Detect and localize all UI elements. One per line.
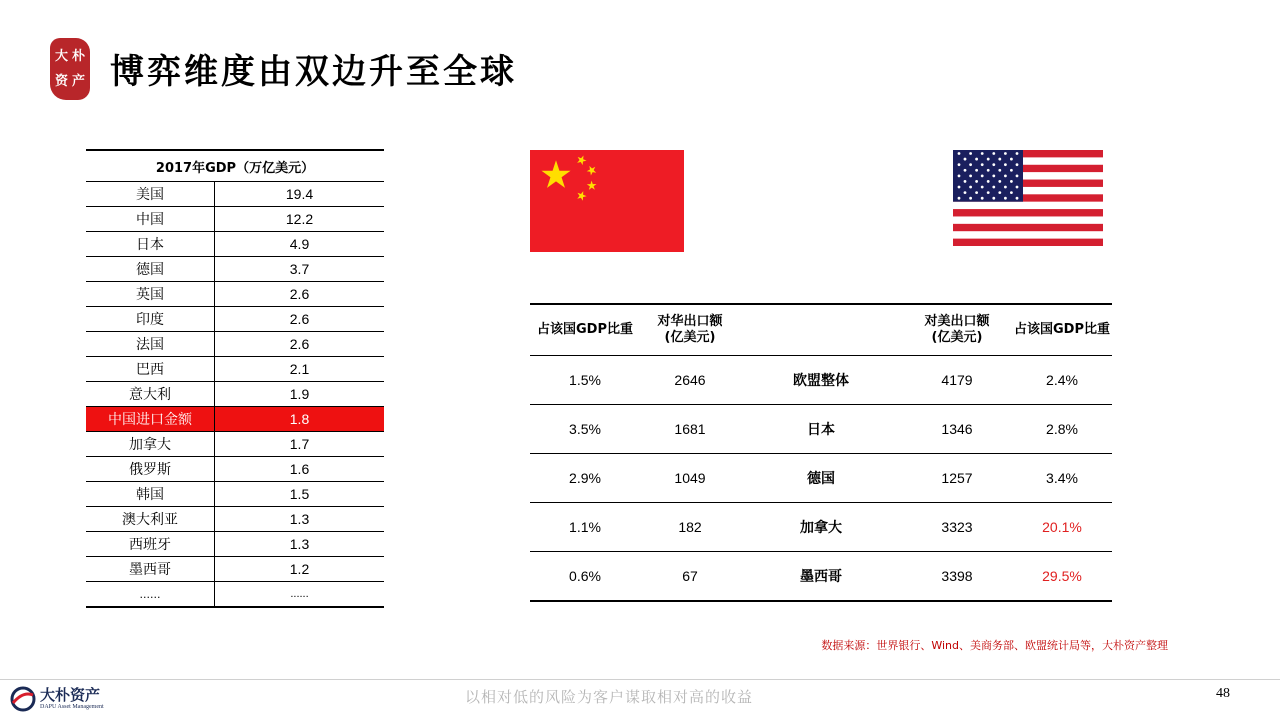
trade-cn-export-cell: 182 [640, 503, 740, 552]
gdp-country-cell: 加拿大 [86, 432, 215, 457]
trade-us-export-cell: 1257 [902, 454, 1012, 503]
table-row [530, 503, 1112, 552]
trade-us-export-cell: 3398 [902, 552, 1012, 602]
logo-subtext: DAPU Asset Management [40, 704, 104, 710]
gdp-country-cell: 美国 [86, 182, 215, 207]
data-source-note: 数据来源：世界银行、Wind、美商务部、欧盟统计局等，大朴资产整理 [821, 639, 1168, 652]
table-row [86, 407, 384, 432]
trade-us-gdp-share-cell: 2.4% [1012, 356, 1112, 405]
table-row [86, 332, 384, 357]
trade-us-export-cell: 4179 [902, 356, 1012, 405]
trade-header-row [530, 304, 1112, 356]
gdp-country-cell: 韩国 [86, 482, 215, 507]
gdp-value-cell: 2.1 [215, 357, 385, 382]
trade-cn-gdp-share-cell: 2.9% [530, 454, 640, 503]
trade-header-cell: 对美出口额 (亿美元) [902, 304, 1012, 356]
footer-divider [0, 679, 1280, 680]
usa-flag [953, 150, 1103, 246]
gdp-table-title: 2017年GDP（万亿美元） [86, 150, 384, 182]
gdp-value-cell: 1.3 [215, 532, 385, 557]
table-row [86, 432, 384, 457]
gdp-value-cell: ...... [215, 582, 385, 608]
gdp-value-cell: 1.2 [215, 557, 385, 582]
gdp-country-cell: 澳大利亚 [86, 507, 215, 532]
gdp-country-cell: 法国 [86, 332, 215, 357]
table-row [86, 207, 384, 232]
gdp-value-cell: 1.3 [215, 507, 385, 532]
gdp-country-cell: 德国 [86, 257, 215, 282]
gdp-country-cell: 墨西哥 [86, 557, 215, 582]
trade-us-gdp-share-cell: 2.8% [1012, 405, 1112, 454]
gdp-country-cell: 西班牙 [86, 532, 215, 557]
gdp-value-cell: 1.6 [215, 457, 385, 482]
trade-us-gdp-share-cell: 20.1% [1012, 503, 1112, 552]
trade-header-cell: 对华出口额 (亿美元) [640, 304, 740, 356]
gdp-country-cell: 英国 [86, 282, 215, 307]
trade-cn-gdp-share-cell: 1.5% [530, 356, 640, 405]
gdp-value-cell: 3.7 [215, 257, 385, 282]
gdp-country-cell: ...... [86, 582, 215, 608]
gdp-value-cell: 4.9 [215, 232, 385, 257]
table-row [86, 582, 384, 608]
trade-cn-gdp-share-cell: 0.6% [530, 552, 640, 602]
gdp-value-cell: 12.2 [215, 207, 385, 232]
gdp-value-cell: 2.6 [215, 332, 385, 357]
gdp-value-cell: 2.6 [215, 307, 385, 332]
table-row [86, 282, 384, 307]
table-row [530, 356, 1112, 405]
trade-us-export-cell: 1346 [902, 405, 1012, 454]
table-row [86, 382, 384, 407]
gdp-value-cell: 19.4 [215, 182, 385, 207]
table-row [86, 257, 384, 282]
gdp-value-cell: 1.8 [215, 407, 385, 432]
seal-char: 大 [54, 48, 68, 64]
gdp-value-cell: 1.9 [215, 382, 385, 407]
company-seal-logo [50, 38, 90, 100]
table-row [530, 405, 1112, 454]
gdp-country-cell: 中国进口金额 [86, 407, 215, 432]
trade-country-cell: 德国 [740, 454, 902, 503]
trade-header-cell: 占该国GDP比重 [530, 304, 640, 356]
table-row [86, 232, 384, 257]
trade-cn-gdp-share-cell: 3.5% [530, 405, 640, 454]
seal-char: 朴 [71, 48, 85, 64]
trade-country-cell: 欧盟整体 [740, 356, 902, 405]
trade-header-cell [740, 304, 902, 356]
table-row [86, 557, 384, 582]
china-flag [530, 150, 684, 252]
table-row [86, 507, 384, 532]
trade-country-cell: 日本 [740, 405, 902, 454]
table-row [86, 482, 384, 507]
logo-mark-icon [10, 686, 36, 712]
trade-country-cell: 加拿大 [740, 503, 902, 552]
gdp-value-cell: 2.6 [215, 282, 385, 307]
seal-char: 产 [71, 73, 85, 89]
gdp-country-cell: 巴西 [86, 357, 215, 382]
trade-us-gdp-share-cell: 3.4% [1012, 454, 1112, 503]
gdp-table [86, 149, 384, 608]
page-number: 48 [1216, 686, 1230, 701]
table-row [530, 552, 1112, 602]
trade-cn-export-cell: 1681 [640, 405, 740, 454]
trade-cn-export-cell: 67 [640, 552, 740, 602]
trade-cn-gdp-share-cell: 1.1% [530, 503, 640, 552]
table-row [86, 532, 384, 557]
trade-us-gdp-share-cell: 29.5% [1012, 552, 1112, 602]
trade-country-cell: 墨西哥 [740, 552, 902, 602]
company-logo [10, 682, 130, 716]
table-row [86, 307, 384, 332]
table-row [86, 182, 384, 207]
gdp-country-cell: 意大利 [86, 382, 215, 407]
table-row [86, 457, 384, 482]
logo-text: 大朴资产 [40, 686, 101, 704]
trade-cn-export-cell: 2646 [640, 356, 740, 405]
trade-cn-export-cell: 1049 [640, 454, 740, 503]
table-row [530, 454, 1112, 503]
trade-header-cell: 占该国GDP比重 [1012, 304, 1112, 356]
table-row [86, 357, 384, 382]
gdp-country-cell: 俄罗斯 [86, 457, 215, 482]
gdp-country-cell: 中国 [86, 207, 215, 232]
gdp-value-cell: 1.7 [215, 432, 385, 457]
trade-table [530, 303, 1112, 602]
footer-slogan: 以相对低的风险为客户谋取相对高的收益 [465, 688, 754, 706]
seal-char: 资 [54, 73, 68, 89]
trade-us-export-cell: 3323 [902, 503, 1012, 552]
gdp-country-cell: 印度 [86, 307, 215, 332]
gdp-country-cell: 日本 [86, 232, 215, 257]
slide-title: 博弈维度由双边升至全球 [110, 52, 517, 92]
gdp-value-cell: 1.5 [215, 482, 385, 507]
